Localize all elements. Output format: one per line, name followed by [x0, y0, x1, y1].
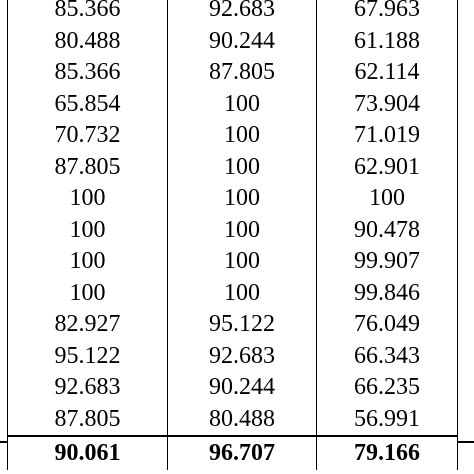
table-cell: 92.683 [168, 0, 317, 26]
table-cell: 100 [168, 278, 317, 310]
table-cell: 100 [8, 183, 168, 215]
table-cell: 100 [168, 183, 317, 215]
table-row [8, 246, 458, 278]
table-row [8, 278, 458, 310]
table-cell: 62.114 [317, 57, 458, 89]
table-cell: 100 [8, 246, 168, 278]
table-cell: 87.805 [8, 404, 168, 437]
table-cell: 100 [168, 89, 317, 121]
table-row [8, 89, 458, 121]
table-row [8, 404, 458, 437]
total-cell: 96.707 [168, 436, 317, 470]
table-cell: 66.235 [317, 372, 458, 404]
table-cell: 62.901 [317, 152, 458, 184]
results-table [7, 0, 458, 470]
table-cell: 80.488 [8, 26, 168, 58]
table-row [8, 0, 458, 26]
table-cell: 61.188 [317, 26, 458, 58]
table-cell: 99.846 [317, 278, 458, 310]
table-cell: 87.805 [168, 57, 317, 89]
total-row-left-rule [0, 441, 7, 474]
table-cell: 82.927 [8, 309, 168, 341]
table-cell: 65.854 [8, 89, 168, 121]
table-cell: 100 [8, 215, 168, 247]
total-row-right-rule [457, 441, 474, 474]
table-cell: 100 [168, 152, 317, 184]
table-cell: 80.488 [168, 404, 317, 437]
table-cell: 100 [168, 246, 317, 278]
table-cell: 85.366 [8, 0, 168, 26]
table-row [8, 26, 458, 58]
table-cell: 100 [168, 215, 317, 247]
table-row [8, 120, 458, 152]
table-cell: 99.907 [317, 246, 458, 278]
table-cell: 56.991 [317, 404, 458, 437]
table-cell: 67.963 [317, 0, 458, 26]
table-row [8, 372, 458, 404]
results-table-body [8, 0, 458, 470]
total-row [8, 436, 458, 470]
table-cell: 100 [317, 183, 458, 215]
table-cell: 71.019 [317, 120, 458, 152]
table-row [8, 341, 458, 373]
table-cell: 76.049 [317, 309, 458, 341]
table-cell: 90.244 [168, 372, 317, 404]
table-cell: 87.805 [8, 152, 168, 184]
table-cell: 100 [8, 278, 168, 310]
table-row [8, 152, 458, 184]
table-row [8, 183, 458, 215]
table-cell: 90.244 [168, 26, 317, 58]
table-cell: 85.366 [8, 57, 168, 89]
table-row [8, 309, 458, 341]
table-cell: 92.683 [168, 341, 317, 373]
table-row [8, 215, 458, 247]
table-cell: 73.904 [317, 89, 458, 121]
total-cell: 79.166 [317, 436, 458, 470]
table-row [8, 57, 458, 89]
total-cell: 90.061 [8, 436, 168, 470]
table-cell: 100 [168, 120, 317, 152]
table-cell: 92.683 [8, 372, 168, 404]
table-cell: 90.478 [317, 215, 458, 247]
table-cell: 70.732 [8, 120, 168, 152]
table-cell: 66.343 [317, 341, 458, 373]
table-cell: 95.122 [168, 309, 317, 341]
table-cell: 95.122 [8, 341, 168, 373]
